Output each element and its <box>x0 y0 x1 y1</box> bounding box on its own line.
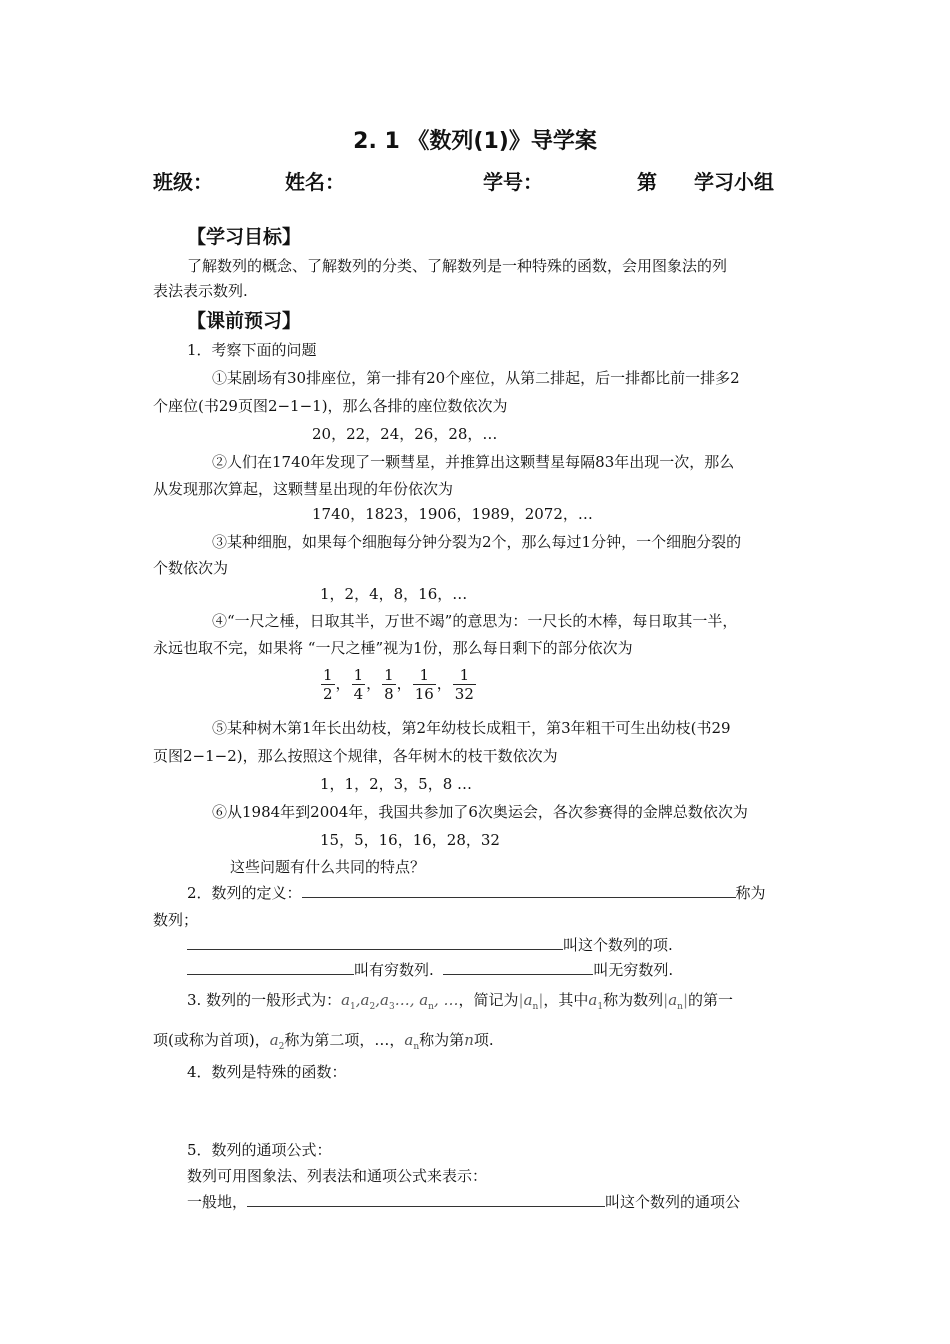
fraction-1: $\frac{1}{2}$ <box>323 666 333 703</box>
n-symbol: n <box>464 1031 474 1049</box>
definition-blank[interactable] <box>302 883 736 898</box>
question-2-line-4: 叫有穷数列. 叫无穷数列. <box>187 960 673 980</box>
page-title: 2. 1 《数列(1)》导学案 <box>353 129 597 154</box>
question-2-line-2: 数列； <box>153 911 199 929</box>
problem-5-sequence: 1，1，2，3，5，8 … <box>320 775 473 793</box>
question-5-line-2: 数列可用图象法、列表法和通项公式来表示： <box>187 1167 488 1185</box>
question-4: 4．数列是特殊的函数： <box>187 1063 347 1081</box>
problem-5-line-1: ⑤某种树木第1年长出幼枝，第2年幼枝长成粗干，第3年粗干可生出幼枝(书29 <box>212 719 731 737</box>
problem-1-sequence: 20，22，24，26，28，… <box>312 425 498 443</box>
name-label: 姓名： <box>285 170 345 194</box>
problem-2-sequence: 1740，1823，1906，1989，2072，… <box>312 505 593 523</box>
fraction-2: $\frac{1}{4}$ <box>353 666 364 703</box>
finite-sequence-blank[interactable] <box>187 960 354 975</box>
problem-4-line-2: 永远也取不完，如果将 “一尺之棰”视为1份，那么每日剩下的部分依次为 <box>153 639 633 657</box>
fraction-3: $\frac{1}{8}$ <box>384 666 394 703</box>
question-5: 5．数列的通项公式： <box>187 1141 332 1159</box>
problem-1-line-2: 个座位(书29页图2−1−1)，那么各排的座位数依次为 <box>153 397 508 415</box>
question-1: 1．考察下面的问题 <box>187 341 317 359</box>
nth-term-symbol: $a_n$ <box>404 1031 420 1052</box>
problem-1-line-1: ①某剧场有30排座位，第一排有20个座位，从第二排起，后一排都比前一排多2 <box>212 369 740 387</box>
question-2-line-3: 叫这个数列的项. <box>187 935 673 955</box>
problem-2-line-1: ②人们在1740年发现了一颗彗星，并推算出这颗彗星每隔83年出现一次，那么 <box>212 453 735 471</box>
question-3-line-1: 3. 数列的一般形式为：$a_1,a_2,a_3\dots$, $a_n$, …，简记为$|a_n|$，其中$a_1$称为数列$|a_n|$的第一 <box>187 991 734 1012</box>
question-2-line-1: 2．数列的定义： 称为 <box>187 884 766 902</box>
fraction-4: $\frac{1}{16}$ <box>414 666 434 703</box>
question-5-line-3: 一般地， 叫这个数列的通项公 <box>187 1193 741 1211</box>
question-3-line-2: 项(或称为首项)，$a_2$称为第二项，…，$a_n$称为第n项. <box>153 1031 494 1052</box>
second-term-symbol: $a_2$ <box>269 1031 285 1052</box>
group-suffix: 学习小组 <box>694 170 774 194</box>
term-blank[interactable] <box>187 935 563 950</box>
infinite-sequence-blank[interactable] <box>443 960 593 975</box>
problem-3-line-1: ③某种细胞，如果每个细胞每分钟分裂为2个，那么每过1分钟，一个细胞分裂的 <box>212 533 742 551</box>
problem-3-sequence: 1，2，4，8，16，… <box>320 585 468 603</box>
problem-6-sequence: 15，5，16，16，28，32 <box>320 831 500 849</box>
fraction-5: $\frac{1}{32}$ <box>454 666 474 703</box>
common-feature-question: 这些问题有什么共同的特点？ <box>230 858 426 876</box>
problem-4-line-1: ④“一尺之棰，日取其半，万世不竭”的意思为：一尺长的木棒，每日取其一半， <box>212 612 738 630</box>
sequence-notation: $|a_n|$ <box>518 991 544 1012</box>
goals-text-1: 了解数列的概念、了解数列的分类、了解数列是一种特殊的函数，会用图象法的列 <box>187 257 728 275</box>
problem-6-line-1: ⑥从1984年到2004年，我国共参加了6次奥运会，各次参赛得的金牌总数依次为 <box>212 803 748 821</box>
student-id-label: 学号： <box>483 170 543 194</box>
class-label: 班级： <box>153 170 213 194</box>
sequence-notation-2: $|a_n|$ <box>663 991 688 1012</box>
fraction-sequence: $\frac{1}{2}$ ， $\frac{1}{4}$ ， $\frac{1}{8}$ ， $\frac{1}{16}$ ， $\frac{1}{32}$ <box>323 666 474 703</box>
problem-2-line-2: 从发现那次算起，这颗彗星出现的年份依次为 <box>153 480 454 498</box>
preview-heading: 【课前预习】 <box>187 310 302 332</box>
first-term-symbol: $a_1$ <box>588 991 604 1012</box>
general-form-formula: $a_1,a_2,a_3\dots$, $a_n$, … <box>341 991 459 1012</box>
group-prefix: 第 <box>637 170 657 194</box>
problem-3-line-2: 个数依次为 <box>153 559 229 577</box>
goals-heading: 【学习目标】 <box>187 226 302 248</box>
goals-text-2: 表法表示数列. <box>153 282 248 300</box>
problem-5-line-2: 页图2−1−2)，那么按照这个规律，各年树木的枝干数依次为 <box>153 747 558 765</box>
general-term-blank[interactable] <box>247 1192 605 1207</box>
